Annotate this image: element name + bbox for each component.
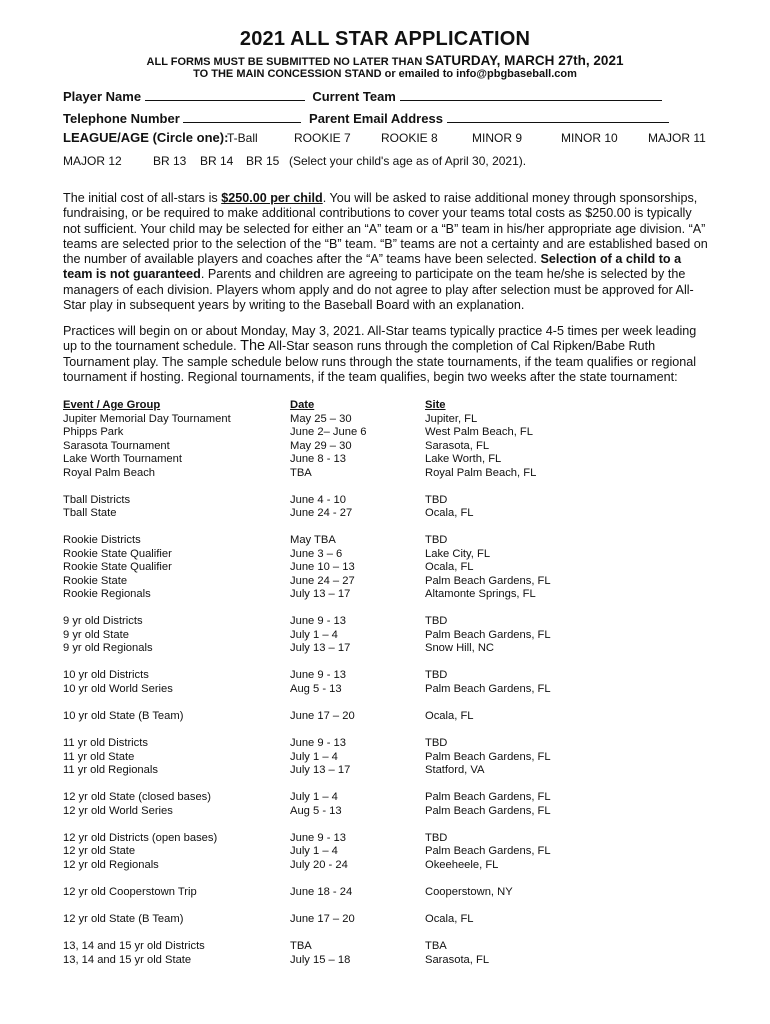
- date-cell: June 18 - 24: [290, 885, 353, 898]
- schedule-row: [63, 561, 703, 575]
- league-option[interactable]: T-Ball: [227, 131, 258, 145]
- league-options-row-2: [63, 154, 713, 170]
- date-cell: TBA: [290, 466, 312, 479]
- event-cell: Tball State: [63, 507, 117, 520]
- league-option[interactable]: BR 14: [200, 154, 234, 168]
- event-cell: 12 yr old State (closed bases): [63, 791, 211, 804]
- schedule-row: [63, 710, 703, 724]
- schedule-row: [63, 913, 703, 927]
- site-cell: Altamonte Springs, FL: [425, 588, 536, 601]
- event-cell: Rookie State: [63, 574, 128, 587]
- site-cell: Sarasota, FL: [425, 439, 490, 452]
- site-cell: Snow Hill, NC: [425, 642, 495, 655]
- site-cell: Ocala, FL: [425, 912, 474, 925]
- form-title: 2021 ALL STAR APPLICATION: [239, 28, 531, 50]
- site-cell: Palm Beach Gardens, FL: [425, 804, 551, 817]
- schedule-row: [63, 669, 703, 683]
- league-option[interactable]: ROOKIE 8: [381, 131, 438, 145]
- schedule-group: [63, 534, 703, 602]
- schedule-group: [63, 940, 703, 967]
- cost-amount: $250.00 per child: [221, 191, 323, 205]
- league-option[interactable]: MAJOR 11: [648, 131, 706, 145]
- schedule-row: [63, 832, 703, 846]
- date-cell: July 13 – 17: [290, 764, 351, 777]
- date-cell: May 29 – 30: [290, 439, 352, 452]
- date-cell: July 20 - 24: [290, 858, 348, 871]
- schedule-row: [63, 467, 703, 481]
- schedule-group: [63, 413, 703, 481]
- date-cell: June 3 – 6: [290, 547, 343, 560]
- contact-row: [63, 110, 669, 126]
- schedule-group: [63, 791, 703, 818]
- schedule-row: [63, 548, 703, 562]
- date-cell: July 1 – 4: [290, 628, 338, 641]
- date-cell: June 24 - 27: [290, 507, 353, 520]
- date-cell: Aug 5 - 13: [290, 682, 342, 695]
- event-cell: 9 yr old Districts: [63, 615, 143, 628]
- site-cell: TBD: [425, 534, 448, 547]
- player-name-label: Player Name: [63, 89, 142, 104]
- header-site: Site: [425, 399, 446, 411]
- event-cell: 11 yr old Districts: [63, 737, 148, 750]
- site-cell: TBD: [425, 615, 448, 628]
- schedule-group: [63, 494, 703, 521]
- schedule-row: [63, 683, 703, 697]
- date-cell: July 1 – 4: [290, 845, 338, 858]
- site-cell: Ocala, FL: [425, 561, 474, 574]
- event-cell: 10 yr old Districts: [63, 669, 149, 682]
- event-cell: Rookie State Qualifier: [63, 547, 172, 560]
- site-cell: Palm Beach Gardens, FL: [425, 574, 551, 587]
- schedule-row: [63, 413, 703, 427]
- schedule-row: [63, 954, 703, 968]
- deadline-location: TO THE MAIN CONCESSION STAND or emailed to info@pbgbaseball.com: [193, 68, 577, 80]
- league-option[interactable]: MAJOR 12: [63, 154, 122, 168]
- site-cell: Okeeheele, FL: [425, 858, 499, 871]
- schedule-row: [63, 886, 703, 900]
- schedule-group: [63, 615, 703, 656]
- header-date: Date: [290, 399, 315, 411]
- event-cell: 10 yr old World Series: [63, 682, 173, 695]
- event-cell: Royal Palm Beach: [63, 466, 156, 479]
- league-option[interactable]: MINOR 10: [561, 131, 618, 145]
- player-name-field[interactable]: [145, 88, 305, 101]
- schedule-row: [63, 494, 703, 508]
- schedule-row: [63, 534, 703, 548]
- schedule-row: [63, 629, 703, 643]
- date-cell: June 2– June 6: [290, 426, 367, 438]
- schedule-row: [63, 642, 703, 656]
- date-cell: June 9 - 13: [290, 831, 346, 844]
- schedule-row: [63, 737, 703, 751]
- site-cell: Palm Beach Gardens, FL: [425, 750, 551, 763]
- deadline-prefix: ALL FORMS MUST BE SUBMITTED NO LATER THAN: [146, 56, 423, 68]
- date-cell: June 17 – 20: [290, 912, 355, 925]
- date-cell: June 24 – 27: [290, 574, 355, 587]
- date-cell: May 25 – 30: [290, 412, 352, 425]
- date-cell: June 9 - 13: [290, 737, 346, 750]
- site-cell: TBD: [425, 493, 448, 506]
- date-cell: June 9 - 13: [290, 669, 346, 682]
- site-cell: TBD: [425, 669, 448, 682]
- site-cell: Ocala, FL: [425, 507, 474, 520]
- cost-text-3: . Parents and children are agreeing to participate on the team he/she is selected by the managers of each division. Players whom apply and do not agree to play after selection must be approved for All-Star play in subsequent years by writing to the Baseball Board with an explanation.: [63, 267, 694, 313]
- event-cell: 12 yr old World Series: [63, 804, 173, 817]
- telephone-label: Telephone Number: [63, 111, 180, 126]
- schedule-group: [63, 710, 703, 724]
- event-cell: 13, 14 and 15 yr old Districts: [63, 940, 205, 953]
- site-cell: Cooperstown, NY: [425, 885, 513, 898]
- schedule-row: [63, 791, 703, 805]
- schedule-row: [63, 859, 703, 873]
- parent-email-field[interactable]: [447, 110, 669, 123]
- date-cell: July 1 – 4: [290, 791, 338, 804]
- schedule-row: [63, 453, 703, 467]
- tournament-schedule: [63, 399, 703, 981]
- site-cell: Palm Beach Gardens, FL: [425, 845, 551, 858]
- schedule-header: [63, 399, 703, 413]
- site-cell: TBD: [425, 737, 448, 750]
- age-note: (Select your child's age as of April 30, 2021).: [289, 154, 527, 168]
- deadline-date: SATURDAY, MARCH 27th, 2021: [425, 53, 624, 68]
- league-option[interactable]: BR 13: [153, 154, 187, 168]
- schedule-group: [63, 737, 703, 778]
- schedule-row: [63, 440, 703, 454]
- date-cell: July 13 – 17: [290, 588, 351, 601]
- site-cell: Palm Beach Gardens, FL: [425, 682, 551, 695]
- site-cell: Lake Worth, FL: [425, 453, 502, 465]
- event-cell: 12 yr old Regionals: [63, 858, 159, 871]
- site-cell: Palm Beach Gardens, FL: [425, 791, 551, 804]
- event-cell: Jupiter Memorial Day Tournament: [63, 412, 231, 425]
- site-cell: Statford, VA: [425, 764, 485, 777]
- event-cell: 13, 14 and 15 yr old State: [63, 953, 192, 966]
- schedule-row: [63, 426, 703, 440]
- event-cell: 12 yr old State (B Team): [63, 912, 184, 925]
- date-cell: June 9 - 13: [290, 615, 346, 628]
- schedule-group: [63, 886, 703, 900]
- league-label: LEAGUE/AGE (Circle one):: [63, 130, 229, 145]
- schedule-group: [63, 832, 703, 873]
- schedule-row: [63, 615, 703, 629]
- cost-text-2: . You will be asked to raise additional money through sponsorships, fundraising, or be required to make additional contributions to cover your teams total costs as $250.00 is typically not sufficient. Your child may be selected for either an “A” team or a “B” team in his/her appropriate age division. “A” teams are selected prior to the selection of the “B” team. “B” teams are not a certainty and are established based on the number of available players and coaches after the “A” teams have been selected.: [63, 191, 708, 267]
- parent-email-label: Parent Email Address: [309, 111, 443, 126]
- cost-paragraph: [63, 191, 711, 313]
- event-cell: Rookie State Qualifier: [63, 561, 172, 574]
- date-cell: July 1 – 4: [290, 750, 338, 763]
- event-cell: Rookie Regionals: [63, 588, 151, 601]
- event-cell: 9 yr old State: [63, 628, 129, 641]
- schedule-row: [63, 764, 703, 778]
- schedule-row: [63, 805, 703, 819]
- current-team-label: Current Team: [312, 89, 396, 104]
- current-team-field[interactable]: [400, 88, 662, 101]
- schedule-row: [63, 845, 703, 859]
- event-cell: 10 yr old State (B Team): [63, 709, 184, 722]
- date-cell: July 15 – 18: [290, 953, 351, 966]
- site-cell: Lake City, FL: [425, 547, 491, 560]
- event-cell: Phipps Park: [63, 426, 124, 438]
- selection-warning: Selection of a child to a team is not guaranteed: [63, 252, 682, 282]
- practice-paragraph: [63, 324, 711, 385]
- date-cell: May TBA: [290, 534, 336, 547]
- event-cell: 11 yr old State: [63, 750, 135, 763]
- date-cell: June 17 – 20: [290, 709, 355, 722]
- event-cell: Rookie Districts: [63, 534, 141, 547]
- date-cell: Aug 5 - 13: [290, 804, 342, 817]
- telephone-field[interactable]: [183, 110, 301, 123]
- event-cell: Lake Worth Tournament: [63, 453, 182, 465]
- event-cell: Sarasota Tournament: [63, 439, 170, 452]
- date-cell: June 10 – 13: [290, 561, 355, 574]
- site-cell: West Palm Beach, FL: [425, 426, 533, 438]
- schedule-row: [63, 588, 703, 602]
- date-cell: June 8 - 13: [290, 453, 346, 465]
- schedule-row: [63, 751, 703, 765]
- schedule-row: [63, 940, 703, 954]
- schedule-group: [63, 669, 703, 696]
- site-cell: TBD: [425, 831, 448, 844]
- date-cell: July 13 – 17: [290, 642, 351, 655]
- league-option[interactable]: MINOR 9: [472, 131, 523, 145]
- site-cell: Jupiter, FL: [425, 412, 478, 425]
- schedule-row: [63, 575, 703, 589]
- schedule-row: [63, 507, 703, 521]
- player-row: [63, 88, 662, 104]
- event-cell: 9 yr old Regionals: [63, 642, 153, 655]
- league-options-row-1: [63, 131, 713, 147]
- event-cell: Tball Districts: [63, 493, 131, 506]
- submission-deadline: [0, 53, 770, 80]
- league-option[interactable]: ROOKIE 7: [294, 131, 351, 145]
- site-cell: Sarasota, FL: [425, 953, 490, 966]
- practice-text-1: Practices will begin on or about Monday, May 3, 2021. All-Star teams typically practice 4-5 times per week leading up to the tournament schedule.: [63, 324, 697, 354]
- schedule-group: [63, 913, 703, 927]
- league-option[interactable]: BR 15: [246, 154, 280, 168]
- date-cell: TBA: [290, 940, 312, 953]
- practice-text-big: The: [240, 338, 266, 355]
- header-event: Event / Age Group: [63, 399, 161, 411]
- site-cell: Palm Beach Gardens, FL: [425, 628, 551, 641]
- event-cell: 12 yr old State: [63, 845, 136, 858]
- event-cell: 12 yr old Cooperstown Trip: [63, 885, 197, 898]
- date-cell: June 4 - 10: [290, 493, 346, 506]
- site-cell: TBA: [425, 940, 447, 953]
- event-cell: 11 yr old Regionals: [63, 764, 158, 777]
- practice-text-2: All-Star season runs through the completion of Cal Ripken/Babe Ruth Tournament play. The sample schedule below runs through the state tournaments, if the team qualifies or regional tournament if hosting. Regional tournaments, if the team qualifies, begin two weeks after the state tournament:: [63, 339, 697, 384]
- site-cell: Royal Palm Beach, FL: [425, 466, 537, 479]
- event-cell: 12 yr old Districts (open bases): [63, 831, 218, 844]
- site-cell: Ocala, FL: [425, 709, 474, 722]
- cost-text-1: The initial cost of all-stars is: [63, 191, 222, 205]
